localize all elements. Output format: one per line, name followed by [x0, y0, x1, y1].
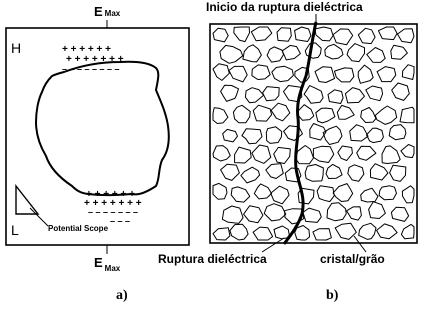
crystal-grain — [361, 188, 378, 202]
crystal-grain — [298, 105, 314, 121]
crystal-grain — [235, 147, 252, 163]
crystal-grain — [266, 127, 281, 144]
crystal-grain — [252, 65, 270, 80]
crystal-grain — [338, 146, 353, 161]
crystal-grain — [295, 27, 311, 42]
crystal-grain — [304, 86, 323, 104]
crystal-grain — [282, 45, 300, 60]
crystal-grain — [367, 48, 385, 63]
crystal-grain — [348, 165, 364, 182]
crystal-grain — [274, 147, 291, 163]
crystal-grain — [245, 88, 263, 103]
crystal-grain — [375, 106, 396, 124]
crystal-grain — [315, 27, 333, 41]
crystal-grain — [401, 145, 414, 158]
crystal-grain — [272, 66, 294, 81]
crystal-grain — [254, 184, 271, 199]
crystal-grain — [267, 47, 283, 62]
high-potential-label: H — [11, 40, 22, 56]
top-positive-charges-2: + + + + + + + — [66, 54, 124, 65]
crystal-grain — [230, 224, 248, 240]
crystal-grain — [391, 207, 408, 221]
crystal-grain — [359, 223, 376, 239]
crystal-grain — [220, 45, 243, 63]
crystal-grain — [213, 228, 230, 240]
crystal-grain — [369, 202, 386, 219]
top-emax-sub: Max — [104, 9, 121, 18]
breakdown-path — [284, 22, 316, 244]
bottom-negative-charges-2: – – – — [110, 216, 131, 226]
crystal-grain — [231, 187, 250, 202]
crystal-grain — [253, 227, 273, 240]
potential-slope-triangle — [16, 186, 38, 214]
caption-b: b) — [326, 288, 339, 303]
crystal-grain — [350, 125, 368, 141]
crystal-grain — [222, 206, 243, 223]
crystal-grain — [358, 28, 375, 43]
bottom-positive-charges-1: + + + + + + — [86, 189, 135, 200]
specimen-outline — [36, 62, 169, 195]
crystal-grain — [392, 83, 410, 100]
crystal-grain — [305, 165, 323, 182]
grain-callout: cristal/grão — [320, 252, 385, 266]
crystal-grain — [223, 129, 238, 142]
crystal-grain — [229, 66, 247, 82]
crystal-grain — [317, 186, 334, 202]
crystal-grain — [337, 105, 354, 119]
crystal-grain — [335, 68, 354, 82]
bottom-emax-label — [94, 255, 121, 273]
crystal-grain — [382, 146, 400, 164]
crystal-grain — [389, 125, 406, 140]
crystal-grain — [243, 45, 262, 62]
crystal-grain — [335, 223, 356, 239]
crystal-grain — [347, 207, 362, 220]
bottom-emax-main: E — [94, 255, 103, 270]
crystal-grain — [213, 146, 230, 161]
breakdown-start-callout: Inicio da ruptura dieléctrica — [206, 0, 363, 14]
crystal-grain — [305, 43, 321, 58]
crystal-grain — [221, 164, 240, 180]
bottom-positive-charges-2: + + + + + + + — [84, 198, 142, 209]
crystal-grain — [326, 164, 342, 178]
crystal-grain — [213, 183, 227, 199]
crystal-grain — [313, 229, 332, 240]
crystal-grain — [327, 203, 346, 221]
crystal-grain — [325, 44, 343, 59]
top-emax-main: E — [94, 4, 103, 19]
crystal-grain — [402, 65, 414, 80]
crystal-grain — [213, 28, 228, 42]
crystal-grain — [316, 108, 335, 123]
crystal-grain — [358, 65, 373, 83]
crystal-grain — [221, 85, 239, 101]
crystal-grain — [295, 146, 313, 164]
crystal-grain — [253, 105, 271, 121]
crystal-grain — [263, 87, 280, 101]
grain-field — [213, 27, 414, 240]
crystal-grain — [303, 208, 321, 222]
potential-slope-pointer — [30, 208, 48, 226]
crystal-grain — [391, 45, 408, 59]
crystal-grain — [333, 184, 353, 202]
crystal-grain — [264, 204, 286, 221]
crystal-grain — [315, 67, 335, 83]
potential-slope-caption: Potential Scope — [48, 224, 109, 233]
crystal-grain — [277, 28, 291, 42]
crystal-grain — [234, 27, 250, 42]
crystal-grain — [252, 145, 271, 163]
crystal-grain — [323, 126, 342, 144]
crystal-grain — [251, 27, 271, 41]
crystal-grain — [390, 165, 406, 181]
crystal-grain — [367, 128, 384, 143]
top-emax-label — [94, 4, 120, 19]
caption-a: a) — [116, 288, 128, 303]
crystal-grain — [400, 107, 414, 123]
top-positive-charges-1: + + + + + + — [62, 44, 111, 55]
crystal-grain — [378, 27, 397, 40]
crystal-grain — [357, 146, 376, 160]
crystal-grain — [328, 90, 343, 104]
crystal-grain — [274, 226, 289, 239]
crystal-grain — [271, 103, 290, 121]
crystal-grain — [398, 29, 415, 43]
crystal-grain — [213, 64, 229, 81]
crystal-grain — [271, 186, 289, 204]
crystal-grain — [402, 186, 414, 203]
crystal-grain — [213, 108, 228, 124]
crystal-grain — [377, 224, 398, 239]
crystal-grain — [379, 186, 396, 200]
crystal-grain — [347, 44, 364, 62]
crystal-grain — [241, 167, 260, 183]
breakdown-callout: Ruptura dieléctrica — [158, 252, 267, 266]
crystal-grain — [370, 164, 388, 180]
bottom-emax-sub: Max — [104, 264, 121, 273]
crystal-grain — [242, 129, 262, 144]
crystal-grain — [366, 86, 383, 101]
crystal-grain — [333, 29, 353, 45]
crystal-grain — [401, 224, 414, 238]
low-potential-label: L — [11, 222, 19, 238]
top-negative-charges: – – – – – – – – — [62, 64, 120, 74]
crystal-grain — [345, 88, 364, 103]
crystal-grain — [377, 67, 396, 82]
crystal-grain — [266, 164, 284, 179]
bottom-negative-charges-1: – – – – – – – — [88, 207, 139, 217]
crystal-grain — [244, 206, 263, 223]
crystal-grain — [361, 108, 376, 123]
crystal-grain — [313, 146, 333, 162]
crystal-grain — [310, 124, 326, 141]
crystal-grain — [233, 105, 250, 123]
